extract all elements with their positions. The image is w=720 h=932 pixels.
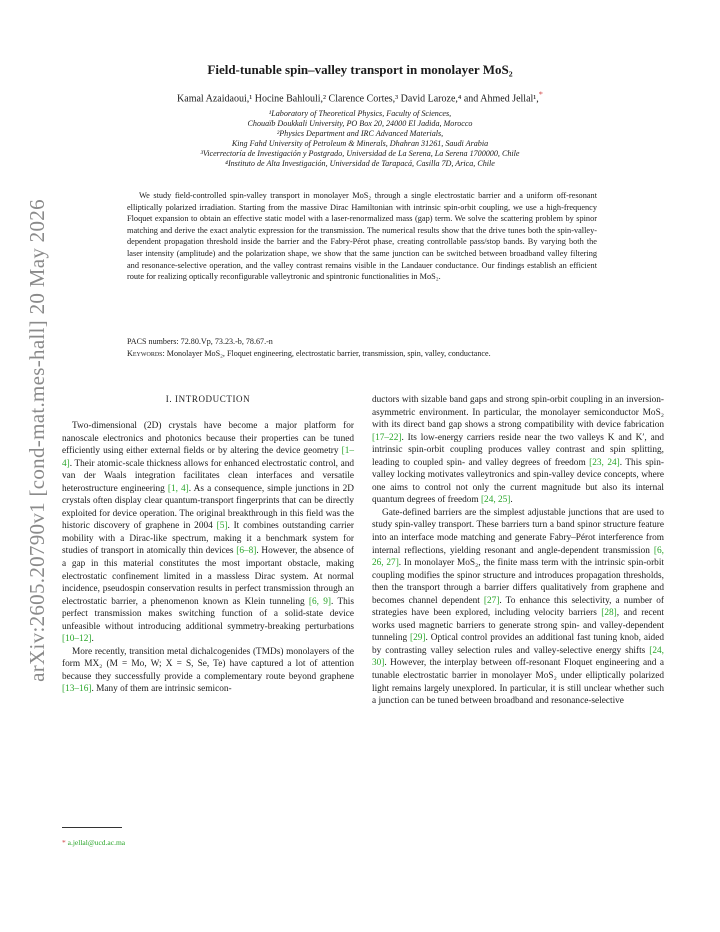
paragraph-text: . This spin-valley locking motivates valleytronics and spin-valley device concepts, where one aims to control not only the current magnitude but also its internal quantum degrees of freedom — [372, 457, 664, 506]
citation-link[interactable]: [24, 30] — [372, 645, 664, 669]
paper-title: Field-tunable spin–valley transport in monolayer MoS₂ — [207, 62, 513, 77]
keywords-label: Keywords: — [127, 349, 165, 358]
footnote-rule — [62, 827, 122, 828]
paragraph-text: . To enhance this selectivity, a number of strategies have been explored, including velocity barriers — [372, 595, 664, 619]
paragraph-text: More recently, transition metal dichalcogenides (TMDs) monolayers of the form MX₂ (M = Mo, W; X = S, Se, Te) have captured a lot of attention because they successfully provide a complementary route beyond graphene — [62, 646, 354, 682]
citation-link[interactable]: [6–8] — [236, 546, 257, 557]
paragraph-text: . Many of them are intrinsic semicon- — [91, 684, 232, 695]
paragraph-text: Two-dimensional (2D) crystals have become a major platform for nanoscale electronics and photonics because their properties can be tuned efficiently using either external fields or by altering the device geometry — [62, 421, 354, 457]
paragraph-text: . It combines outstanding carrier mobility with a Dirac-like spectrum, making it a benchmark system for studies of transport in atomically thin devices — [62, 521, 354, 557]
affiliation-line: Chouaïb Doukkali University, PO Box 20, 24000 El Jadida, Morocco — [247, 119, 473, 128]
author-list — [60, 90, 660, 104]
corresponding-author-mark[interactable]: * — [538, 90, 543, 99]
paragraph — [62, 420, 354, 646]
affiliation-line: ³Vicerrectoría de Investigación y Postgrado, Universidad de La Serena, La Serena 1700000, Chile — [200, 149, 520, 158]
citation-link[interactable]: [6, 26, 27] — [372, 545, 664, 569]
footnote — [62, 838, 125, 847]
paragraph-text: . This perfect transmission makes switching function of a solid-state device unfeasible without introducing additional symmetry-breaking perturbations — [62, 596, 355, 632]
keywords-text: Monolayer MoS₂, Floquet engineering, electrostatic barrier, transmission, spin, valley, conductance. — [166, 349, 491, 358]
citation-link[interactable]: [17–22] — [372, 432, 402, 443]
citation-link[interactable]: [23, 24] — [589, 457, 620, 468]
paragraph-text: . However, the absence of a gap in this material constitutes the most important obstacle, making electrostatic confinement limited in a massless Dirac system. At normal incidence, pseudospin conservation results in perfect transmission through an electrostatic barrier, a phenomenon known as Klein tunneling — [62, 546, 354, 607]
citation-link[interactable]: [10–12] — [62, 634, 92, 645]
affiliation-line: King Fahd University of Petroleum & Minerals, Dhahran 31261, Saudi Arabia — [231, 139, 489, 148]
paragraph — [372, 394, 664, 507]
affiliations — [60, 109, 660, 169]
affiliation-line: ⁴Instituto de Alta Investigación, Universidad de Tarapacá, Casilla 7D, Arica, Chile — [225, 159, 495, 168]
paragraph — [62, 646, 354, 696]
citation-link[interactable]: [28] — [601, 608, 617, 619]
citation-link[interactable]: [29] — [410, 633, 426, 644]
paragraph-text: . — [91, 634, 94, 645]
citation-link[interactable]: [5] — [216, 521, 228, 532]
section-heading-introduction: I. INTRODUCTION — [165, 394, 251, 404]
paragraph-text: . Its low-energy carriers reside near the two valleys K and K′, and intrinsic spin-orbit coupling produces valley contrast and spin splitting, leading to coupled spin- and valley degrees of freedom — [372, 432, 664, 468]
paragraph-text: Gate-defined barriers are the simplest adjustable junctions that are used to study spin-valley transport. These barriers turn a band spinor structure feature into an interface mode matching and generate Fabry–Pérot interference from internal reflections, yielding resonant and angle-dependent transmission — [372, 507, 664, 556]
arxiv-identifier: arXiv:2605.20790v1 [cond-mat.mes-hall] 20 May 2026 — [24, 198, 49, 682]
right-column — [372, 394, 664, 708]
pacs-numbers: PACS numbers: 72.80.Vp, 73.23.-b, 78.67.-n — [127, 337, 273, 346]
footnote-mark: * — [62, 838, 66, 847]
paragraph-text: . Their atomic-scale thickness allows for enhanced electrostatic control, and van der Waals integration facilitates clean interfaces and versatile heterostructure engineering — [62, 458, 354, 494]
email-link[interactable]: a.jellal@ucd.ac.ma — [67, 838, 126, 847]
left-column — [62, 420, 354, 696]
citation-link[interactable]: [6, 9] — [308, 596, 332, 607]
paragraph-text: . — [510, 495, 513, 506]
author-names: Kamal Azaidaoui,¹ Hocine Bahlouli,² Clarence Cortes,³ David Laroze,⁴ and Ahmed Jellal¹, — [177, 93, 539, 105]
arxiv-sidebar-stamp — [22, 200, 52, 680]
citation-link[interactable]: [27] — [483, 595, 500, 606]
paragraph-text: . Optical control provides an additional fast tuning knob, aided by contrasting valley selection rules and valley-selective energy shifts — [372, 633, 664, 656]
affiliation-line: ²Physics Department and IRC Advanced Materials, — [276, 129, 444, 138]
paragraph — [372, 507, 664, 708]
citation-link[interactable]: [1–4] — [62, 446, 354, 469]
citation-link[interactable]: [13–16] — [62, 684, 92, 695]
abstract: We study field-controlled spin-valley transport in monolayer MoS₂ through a single electrostatic barrier and a uniform off-resonant elliptically polarized irradiation. Starting from the massive Dirac Hamiltonian with intrinsic spin-orbit coupling, we use a high-frequency Floquet expansion to obtain an effective static model with a laser-renormalized mass (gap) term. We solve the scattering problem by spinor matching and derive the exact analytic expression for the transmission. The numerical results show that the drive tunes both the spin-valley-dependent propagation threshold inside the barrier and the Fabry-Pérot phase, creating controllable pass/stop bands. By varying both the laser intensity (amplitude) and the polarization shape, we show that the same junction can be switched between broadband valley filtering and resonance-selective operation, and the valley contrast remains visible in the Landauer conductance. Our findings establish an efficient route for realizing optically reconfigurable valleytronic and spintronic functionalities in MoS₂. — [127, 191, 597, 282]
paragraph-text: ductors with sizable band gaps and strong spin-orbit coupling in an inversion-asymmetric environment. In particular, the monolayer semiconductor MoS₂ with its direct band gap shows a strong compatibility with device fabrication — [372, 395, 664, 431]
paragraph-text: . As a consequence, simple junctions in 2D crystals often display clear quantum-transport fingerprints that can be directly exploited for device operation. The original breakthrough in this field was the historic discovery of graphene in 2004 — [62, 483, 355, 532]
affiliation-line: ¹Laboratory of Theoretical Physics, Faculty of Sciences, — [268, 109, 452, 118]
paragraph-text: . In monolayer MoS₂, the finite mass term with the intrinsic spin-orbit coupling modifies the spinor structure and introduces propagation thresholds, then the transport through a barrier differs qualitatively from graphene and becomes channel dependent — [372, 558, 664, 606]
paragraph-text: , and recent works used magnetic barriers to generate strong spin- and valley-dependent tunneling — [372, 608, 664, 644]
keywords — [127, 349, 597, 360]
paragraph-text: . However, the interplay between off-resonant Floquet engineering and a tunable electrostatic barrier in monolayer MoS₂ under elliptically polarized light remains largely unexplored. In particular, it is still unclear whether such a junction can be tuned between broadband and resonance-selective — [372, 658, 664, 707]
citation-link[interactable]: [1, 4] — [167, 483, 189, 494]
citation-link[interactable]: [24, 25] — [480, 495, 511, 506]
